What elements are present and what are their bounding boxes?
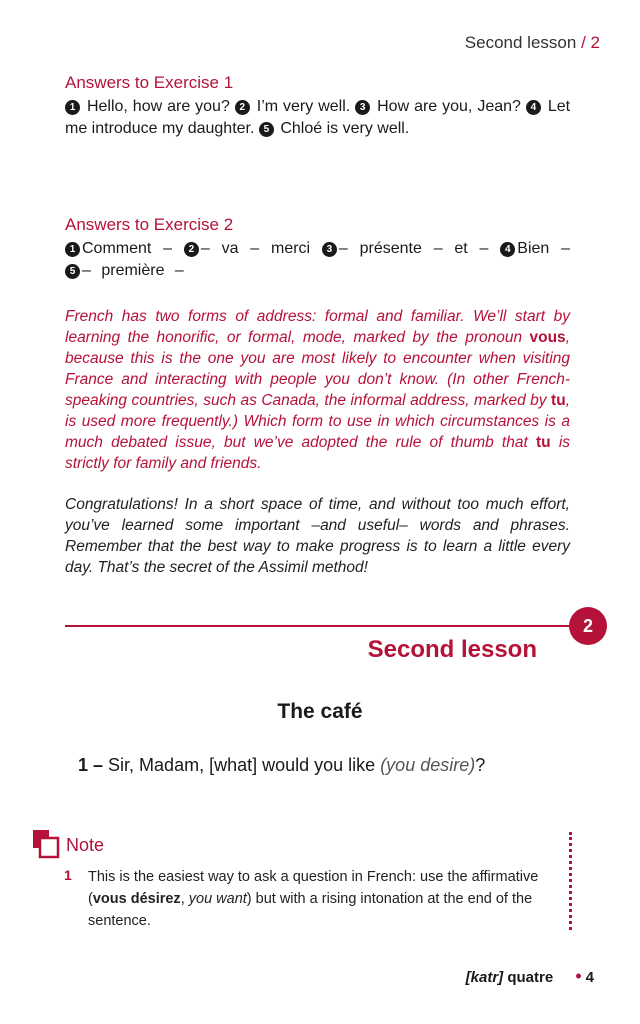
note-text: , because this is the one you are most likely to encounter when visiting France and interacting with people you don’t know. (In other French-speaking countries, such as Canada, the informal address, marked by: [65, 329, 570, 409]
note-label: Note: [66, 835, 105, 855]
keyword-vous-desirez: vous désirez: [92, 891, 181, 907]
note-icon: [32, 829, 60, 859]
keyword-tu: tu: [535, 434, 551, 451]
note-text: , is used more frequently.) Which form to use in which circumstances is a much debated issue, but we’ve adopted the rule of thumb that: [65, 392, 570, 451]
dialogue-title: The café: [277, 700, 363, 723]
answer-item: How are you, Jean?: [377, 98, 521, 115]
congratulations-paragraph: Congratulations! In a short space of time, and without too much effort, you’ve learned some important –and useful– words and phrases. Remember that the best way to make progress is to learn a little every day. That’s the secret of the Assimil method!: [65, 496, 570, 576]
note-body: [88, 866, 566, 932]
running-header: [465, 33, 600, 53]
bullet-3: 3: [355, 100, 370, 115]
running-header-title: Second lesson: [464, 33, 577, 52]
answer-item: – première –: [82, 262, 184, 279]
page-number: 4: [585, 969, 594, 986]
running-header-page: 2: [590, 33, 600, 52]
bullet-4: 4: [526, 100, 541, 115]
bullet-5: 5: [259, 122, 274, 137]
answer-item: Comment –: [82, 240, 173, 257]
keyword-vous: vous: [529, 329, 566, 346]
exercise-1-body: [65, 96, 570, 140]
note-text: French has two forms of address: formal and familiar. We’ll start by learning the honorific, or formal, mode, marked by the pronoun: [65, 308, 570, 346]
line-text: Sir, Madam, [what] would you like: [108, 755, 376, 775]
dialogue-line: [78, 755, 485, 776]
bullet-5: 5: [65, 264, 80, 279]
exercise-2-answers: [65, 214, 570, 282]
answer-item: – présente – et –: [338, 240, 489, 257]
answer-item: Bien –: [517, 240, 570, 257]
lesson-number-badge: 2: [569, 607, 607, 645]
bullet-4: 4: [500, 242, 515, 257]
lesson-divider: [65, 625, 575, 627]
forms-of-address-note: [65, 306, 570, 474]
translation-you-want: you want: [188, 891, 247, 907]
number-word: quatre: [507, 969, 554, 986]
running-header-separator: /: [581, 33, 586, 52]
note-text: ) but with a rising intonation at the end of the sentence.: [88, 891, 533, 929]
lesson-title: Second lesson: [367, 636, 537, 663]
line-end: ?: [475, 755, 486, 775]
page-footer: [466, 966, 594, 987]
bullet-1: 1: [65, 100, 80, 115]
answer-item: I’m very well.: [256, 98, 351, 115]
literal-translation: (you desire): [380, 755, 476, 775]
bullet-2: 2: [184, 242, 199, 257]
note-text: This is the easiest way to ask a question in French: use the affirmative (: [88, 869, 539, 907]
exercise-1-answers: [65, 72, 570, 140]
answer-item: – va – merci: [200, 240, 311, 257]
line-number: 1 –: [78, 755, 104, 775]
bullet-1: 1: [65, 242, 80, 257]
exercise-2-title: Answers to Exercise 2: [65, 215, 234, 234]
note-number: 1: [64, 867, 72, 883]
note-dotted-rule: [569, 832, 572, 930]
answer-item: Let me introduce my daughter.: [65, 98, 571, 137]
footer-bullet: •: [575, 966, 582, 986]
note-text: is strictly for family and friends.: [65, 434, 571, 472]
pronunciation: [katr]: [465, 969, 504, 986]
keyword-tu: tu: [551, 392, 566, 409]
bullet-2: 2: [235, 100, 250, 115]
exercise-2-body: [65, 238, 570, 282]
note-text: ,: [180, 891, 189, 907]
answer-item: Hello, how are you?: [86, 98, 230, 115]
bullet-3: 3: [322, 242, 337, 257]
answer-item: Chloé is very well.: [280, 120, 410, 137]
exercise-1-title: Answers to Exercise 1: [65, 73, 234, 92]
